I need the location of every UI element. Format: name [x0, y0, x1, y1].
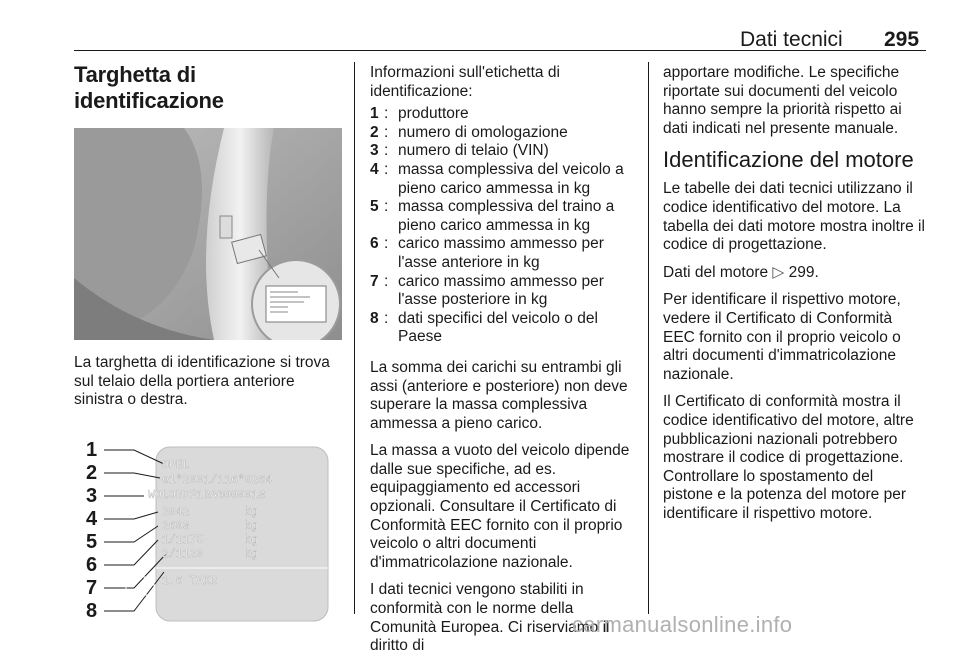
list-item: 8 : dati specifici del veicolo o del Paese [370, 310, 636, 347]
callout-4: 4 [86, 507, 98, 530]
list-item: 1 : produttore [370, 105, 636, 124]
list-item: 4 : massa complessiva del veicolo a pieno carico ammessa in kg [370, 161, 636, 198]
plate-manufacturer: OPEL [162, 458, 190, 472]
identification-plate-diagram [74, 422, 342, 634]
callout-8: 8 [86, 599, 98, 622]
plate-unit: kg [244, 505, 258, 519]
curb-weight-paragraph: La massa a vuoto del veicolo dipende dalle sue specifiche, ad es. equipaggiamento ed accessori opzionali. Consultare il Certificato di Conformità EEC fornito con il proprio veicolo o altri documenti d'immatricolazione nazionale. [370, 442, 630, 571]
callout-3: 3 [86, 484, 98, 507]
right-column [663, 64, 927, 532]
callout-6: 6 [86, 553, 98, 576]
item-text: numero di telaio (VIN) [398, 142, 549, 160]
header-rule [74, 50, 926, 51]
plate-specific-data: 1.6 TAKR [162, 574, 218, 588]
middle-column [370, 64, 636, 665]
engine-data-reference [663, 264, 927, 283]
location-paragraph: La targhetta di identificazione si trova sul telaio della portiera anteriore sinistra o destra. [74, 354, 330, 409]
item-text: produttore [398, 105, 469, 123]
list-item: 2 : numero di omologazione [370, 124, 636, 143]
item-text: dati specifici del veicolo o del Paese [398, 309, 598, 346]
item-text: carico massimo ammesso per l'asse anteriore in kg [398, 235, 604, 271]
plate-train-weight: 2603 [162, 519, 190, 533]
plate-unit: kg [244, 519, 258, 533]
callout-1: 1 [86, 438, 98, 461]
column-divider [354, 62, 355, 614]
callout-2: 2 [86, 461, 98, 484]
item-text: massa complessiva del veicolo a pieno carico ammessa in kg [398, 160, 624, 197]
plate-vin: WOLOBDF1BAG000013 [148, 488, 266, 502]
list-intro: Informazioni sull'etichetta di identificazione: [370, 64, 560, 100]
item-number: 7 [370, 272, 379, 290]
item-text: carico massimo ammesso per l'asse posteriore in kg [398, 272, 604, 309]
item-number: 8 [370, 309, 379, 327]
watermark: carmanualsonline.info [572, 612, 793, 637]
plate-unit: kg [244, 547, 258, 561]
column-divider [648, 62, 649, 614]
list-item: 7 : carico massimo ammesso per l'asse posteriore in kg [370, 273, 636, 310]
engine-code-paragraph: Le tabelle dei dati tecnici utilizzano il codice identificativo del motore. La tabella dei dati motore mostra inoltre il codice di progettazione. [663, 180, 925, 254]
plate-front-axle: 1/1175 [162, 533, 204, 547]
modification-paragraph: apportare modifiche. Le specifiche riportate sui documenti del veicolo hanno sempre la priorità rispetto ai dati indicati nel presente manuale. [663, 64, 902, 137]
item-number: 6 [370, 235, 379, 253]
list-item: 6 : carico massimo ammesso per l'asse anteriore in kg [370, 235, 636, 272]
callout-5: 5 [86, 530, 98, 553]
section-heading: Targhetta di identificazione [74, 62, 224, 113]
door-frame-illustration [74, 128, 342, 340]
plate-gross-weight: 2042 [162, 505, 190, 519]
list-item: 3 : numero di telaio (VIN) [370, 142, 636, 161]
item-text: massa complessiva del traino a pieno carico ammessa in kg [398, 198, 615, 234]
item-text: numero di omologazione [398, 123, 568, 141]
door-frame-photo [74, 128, 342, 340]
engine-id-heading: Identificazione del motore [663, 147, 914, 173]
axle-load-paragraph: La somma dei carichi su entrambi gli assi (anteriore e posteriore) non deve superare la massa complessiva ammessa a pieno carico. [370, 358, 628, 432]
plate-diagram [74, 422, 342, 634]
item-number: 4 [370, 160, 379, 178]
certificate-paragraph: Il Certificato di conformità mostra il codice identificativo del motore, altre pubblicazioni nazionali potrebbero mostrare il codice di progettazione. Controllare lo spostamento del pistone e la potenza del motore per identificare il rispettivo motore. [663, 393, 914, 522]
page-reference-icon: ▷ [772, 263, 785, 281]
label-info-list [370, 105, 636, 347]
reference-text: Dati del motore [663, 263, 769, 281]
item-number: 5 [370, 198, 379, 216]
left-column [74, 62, 344, 634]
page-number: 295 [884, 28, 920, 51]
plate-rear-axle: 2/1120 [162, 547, 204, 561]
item-number: 1 [370, 105, 379, 123]
item-number: 3 [370, 142, 379, 160]
reference-page-link[interactable]: 299. [788, 263, 819, 281]
plate-approval-number: e1*2001/116*0264 [162, 473, 273, 487]
callout-7: 7 [86, 576, 98, 599]
technical-data-paragraph: I dati tecnici vengono stabiliti in conformità con le norme della Comunità Europea. Ci riserviamo il diritto di [370, 581, 610, 655]
identify-engine-paragraph: Per identificare il rispettivo motore, vedere il Certificato di Conformità EEC fornito con il proprio veicolo o altri documenti d'immatricolazione nazionale. [663, 291, 901, 383]
plate-unit: kg [244, 533, 258, 547]
item-number: 2 [370, 123, 379, 141]
header-title: Dati tecnici [740, 28, 843, 51]
list-item: 5 : massa complessiva del traino a pieno carico ammessa in kg [370, 198, 636, 235]
